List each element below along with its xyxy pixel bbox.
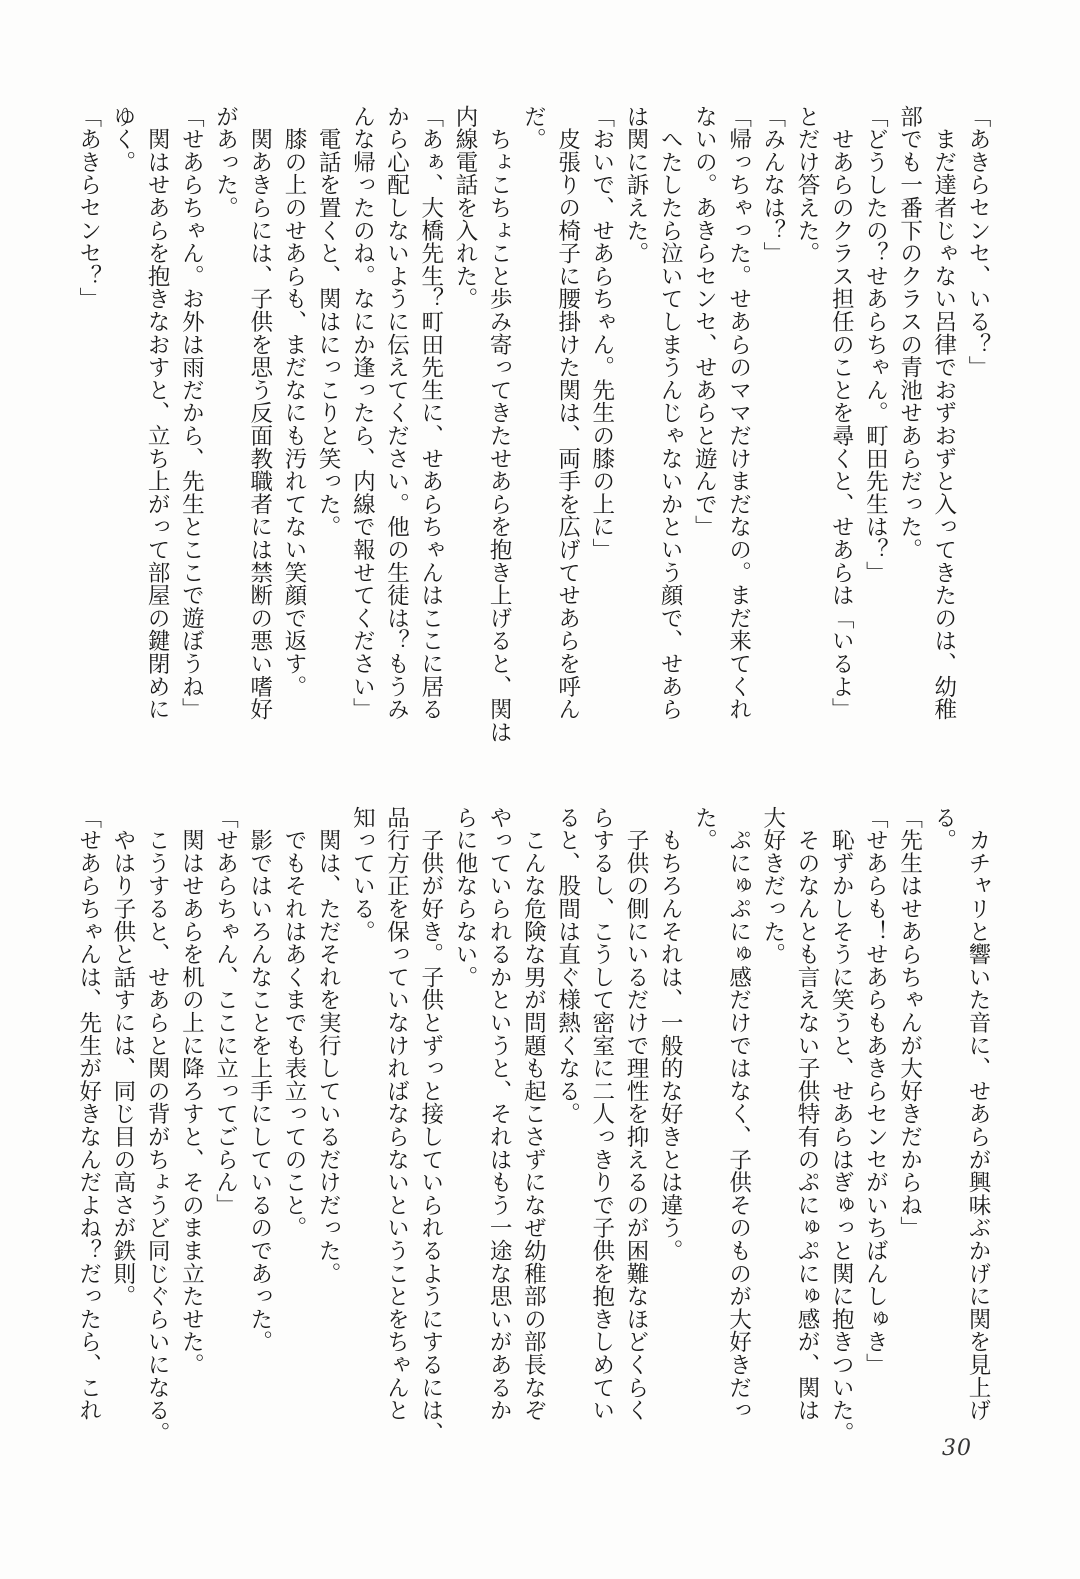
text-column: らに他ならない。: [451, 806, 478, 989]
text-column: 「あきらセンセ？」: [75, 105, 102, 311]
text-column: る。: [930, 806, 957, 852]
text-column: 大好きだった。: [759, 806, 786, 966]
text-column: 「先生はせあらちゃんが大好きだからね」: [896, 806, 923, 1240]
text-column: やはり子供と話すには、同じ目の高さが鉄則。: [109, 806, 136, 1308]
text-column: だ。: [520, 105, 547, 151]
text-column: ちょこちょこと歩み寄ってきたせあらを抱き上げると、関は: [486, 105, 513, 744]
text-column: 関はせあらを机の上に降ろすと、そのまま立たせた。: [178, 806, 205, 1376]
text-column: 「せあらも！せあらもあきらセンセがいちばんしゅき」: [862, 806, 889, 1376]
text-column: らするし、こうして密室に二人っきりで子供を抱きしめてい: [588, 806, 615, 1422]
text-column: ると、股間は直ぐ様熱くなる。: [554, 806, 581, 1126]
text-column: 「帰っちゃった。せあらのママだけまだなの。まだ来てくれ: [725, 105, 752, 721]
text-column: 子供が好き。子供とずっと接していられるようにするには、: [417, 806, 444, 1445]
text-column: せあらのクラス担任のことを尋くと、せあらは「いるよ」: [828, 105, 855, 721]
text-column: ないの。あきらセンセ、せあらと遊んで」: [691, 105, 718, 539]
text-column: こうすると、せあらと関の背がちょうど同じぐらいになる。: [144, 806, 171, 1445]
text-column: 「せあらちゃん。お外は雨だから、先生とここで遊ぼうね」: [178, 105, 205, 721]
text-column: 部でも一番下のクラスの青池せあらだった。: [896, 105, 923, 561]
text-column: もちろんそれは、一般的な好きとは違う。: [657, 806, 684, 1262]
text-column: へたしたら泣いてしまうんじゃないかという顔で、せあら: [657, 105, 684, 721]
lower-text-block: [72, 806, 995, 1445]
text-column: 「みんなは？」: [759, 105, 786, 265]
text-column: 「せあらちゃんは、先生が好きなんだよね？だったら、これ: [75, 806, 102, 1422]
upper-text-block: [72, 105, 995, 775]
text-column: 関あきらには、子供を思う反面教職者には禁断の悪い嗜好: [246, 105, 273, 721]
text-column: 「おいで、せあらちゃん。先生の膝の上に」: [588, 105, 615, 561]
page-number: 30: [942, 1436, 972, 1461]
text-column: た。: [691, 806, 718, 852]
text-column: 「あきらセンセ、いる？」: [965, 105, 991, 379]
text-column: 「せあらちゃん、ここに立ってごらん」: [212, 806, 239, 1217]
text-column: 品行方正を保っていなければならないということをちゃんと: [383, 806, 410, 1422]
text-column: から心配しないように伝えてください。他の生徒は？もうみ: [383, 105, 410, 721]
text-column: ぷにゅぷにゅ感だけではなく、子供そのものが大好きだっ: [725, 806, 752, 1422]
text-column: 影ではいろんなことを上手にしているのであった。: [246, 806, 273, 1354]
text-column: とだけ答えた。: [793, 105, 820, 265]
text-column: 子供の側にいるだけで理性を抑えるのが困難なほどくらく: [622, 806, 649, 1422]
text-column: 関は、ただそれを実行しているだけだった。: [315, 806, 342, 1285]
text-column: んな帰ったのね。なにか逢ったら、内線で報せてください」: [349, 105, 376, 721]
text-column: カチャリと響いた音に、せあらが興味ぶかげに関を見上げ: [965, 806, 991, 1422]
text-column: 膝の上のせあらも、まだなにも汚れてない笑顔で返す。: [280, 105, 307, 698]
text-column: 皮張りの椅子に腰掛けた関は、両手を広げてせあらを呼ん: [554, 105, 581, 721]
text-column: でもそれはあくまでも表立ってのこと。: [280, 806, 307, 1240]
text-column: 内線電話を入れた。: [451, 105, 478, 311]
text-column: 知っている。: [349, 806, 376, 943]
text-column: こんな危険な男が問題も起こさずになぜ幼稚部の部長なぞ: [520, 806, 547, 1422]
text-column: があった。: [212, 105, 239, 219]
text-column: 関はせあらを抱きなおすと、立ち上がって部屋の鍵閉めに: [144, 105, 171, 721]
text-column: やっていられるかというと、それはもう一途な思いがあるか: [486, 806, 513, 1422]
text-column: まだ達者じゃない呂律でおずおずと入ってきたのは、幼稚: [930, 105, 957, 721]
text-column: そのなんとも言えない子供特有のぷにゅぷにゅ感が、関は: [793, 806, 820, 1422]
text-column: 電話を置くと、関はにっこりと笑った。: [315, 105, 342, 539]
text-column: 「あぁ、大橋先生？町田先生に、せあらちゃんはここに居る: [417, 105, 444, 721]
text-column: 恥ずかしそうに笑うと、せあらはぎゅっと関に抱きついた。: [828, 806, 855, 1445]
text-column: ゆく。: [109, 105, 136, 174]
text-column: 「どうしたの？せあらちゃん。町田先生は？」: [862, 105, 889, 584]
text-column: は関に訴えた。: [622, 105, 649, 265]
